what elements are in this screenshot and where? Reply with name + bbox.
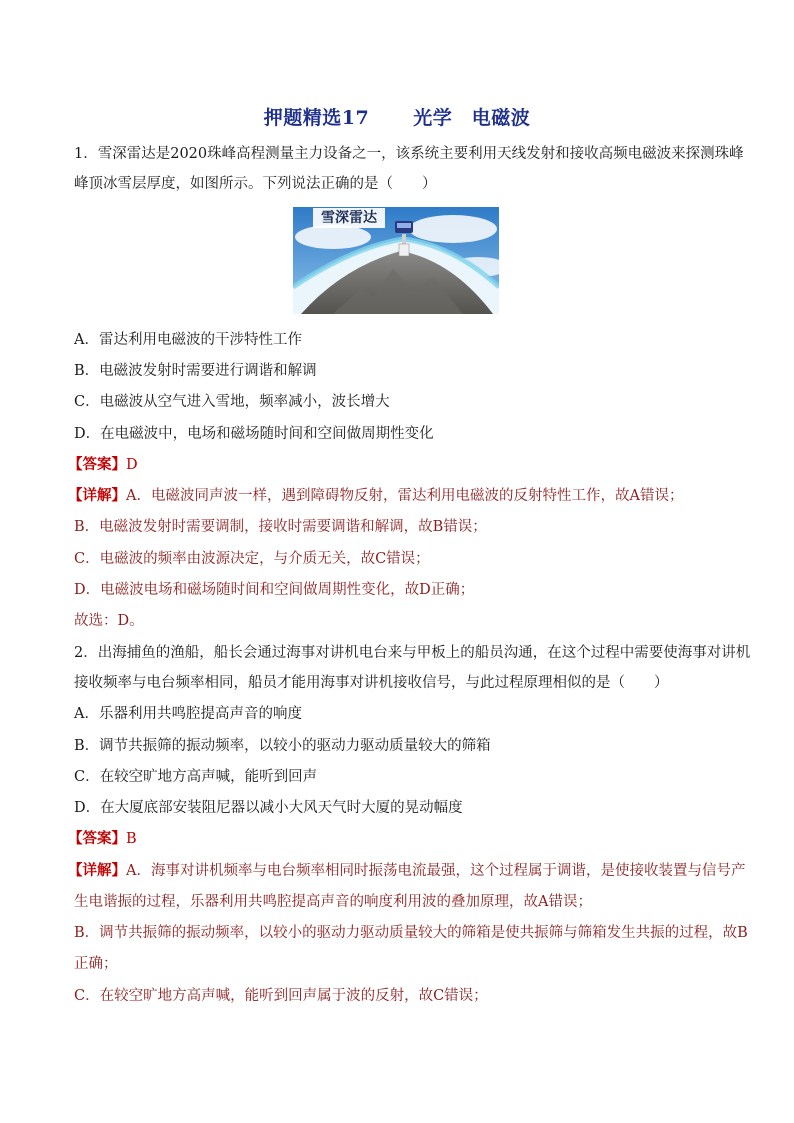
q1-answer — [68, 456, 138, 474]
q1-detail-b: B．电磁波发射时需要调制，接收时需要调谐和解调，故B错误； — [74, 519, 487, 535]
q2-answer — [68, 830, 137, 848]
q1-option-a: A．雷达利用电磁波的干涉特性工作 — [74, 332, 302, 348]
q2-stem-line2: 接收频率与电台频率相同，船员才能用海事对讲机接收信号，与此过程原理相似的是（ ） — [74, 675, 669, 691]
q1-option-d: D．在电磁波中，电场和磁场随时间和空间做周期性变化 — [74, 426, 434, 442]
q1-stem-line1: 1．雪深雷达是2020珠峰高程测量主力设备之一，该系统主要利用天线发射和接收高频电磁波来探测珠峰 — [74, 146, 744, 162]
q2-detail-line1 — [68, 862, 745, 880]
q2-option-a: A．乐器利用共鸣腔提高声音的响度 — [74, 706, 302, 722]
q1-detail-d: D．电磁波电场和磁场随时间和空间做周期性变化，故D正确； — [74, 582, 475, 598]
q2-answer-value: B — [126, 831, 137, 847]
q2-detail-b1: B．调节共振筛的振动频率，以较小的驱动力驱动质量较大的筛箱是使共振筛与筛箱发生共振的过程，故B — [74, 925, 748, 941]
q1-conclusion: 故选：D。 — [74, 613, 144, 629]
q2-stem-line1: 2．出海捕鱼的渔船，船长会通过海事对讲机电台来与甲板上的船员沟通，在这个过程中需要使海事对讲机 — [74, 645, 751, 661]
page-title — [0, 103, 794, 130]
q2-answer-label: 【答案】 — [68, 830, 126, 847]
q1-option-c: C．电磁波从空气进入雪地，频率减小，波长增大 — [74, 394, 390, 410]
q1-stem-line2: 峰顶冰雪层厚度，如图所示。下列说法正确的是（ ） — [74, 176, 437, 192]
title-main: 押题精选17 — [263, 107, 370, 129]
title-topic: 光学 电磁波 — [413, 107, 531, 129]
q2-option-b: B．调节共振筛的振动频率，以较小的驱动力驱动质量较大的筛箱 — [74, 738, 491, 754]
q1-detail-line1 — [68, 487, 683, 505]
q2-detail-c: C．在较空旷地方高声喊，能听到回声属于波的反射，故C错误； — [74, 988, 488, 1004]
q1-answer-value: D — [126, 457, 138, 473]
q1-detail-c: C．电磁波的频率由波源决定，与介质无关，故C错误； — [74, 551, 430, 567]
q2-detail-a1: A．海事对讲机频率与电台频率相同时振荡电流最强，这个过程属于调谐，是使接收装置与信号产 — [126, 863, 746, 879]
q1-option-b: B．电磁波发射时需要进行调谐和解调 — [74, 363, 317, 379]
q1-answer-label: 【答案】 — [68, 456, 126, 473]
q2-option-d: D．在大厦底部安装阻尼器以减小大风天气时大厦的晃动幅度 — [74, 800, 463, 816]
q2-detail-b2: 正确； — [74, 956, 118, 972]
q2-option-c: C．在较空旷地方高声喊，能听到回声 — [74, 769, 318, 785]
q2-detail-a2: 生电谐振的过程，乐器利用共鸣腔提高声音的响度利用波的叠加原理，故A错误； — [74, 894, 592, 910]
figure-label: 雪深雷达 — [313, 208, 385, 228]
q2-detail-label: 【详解】 — [68, 862, 126, 879]
q1-detail-a: A．电磁波同声波一样，遇到障碍物反射，雷达利用电磁波的反射特性工作，故A错误； — [126, 488, 684, 504]
q1-detail-label: 【详解】 — [68, 487, 126, 504]
